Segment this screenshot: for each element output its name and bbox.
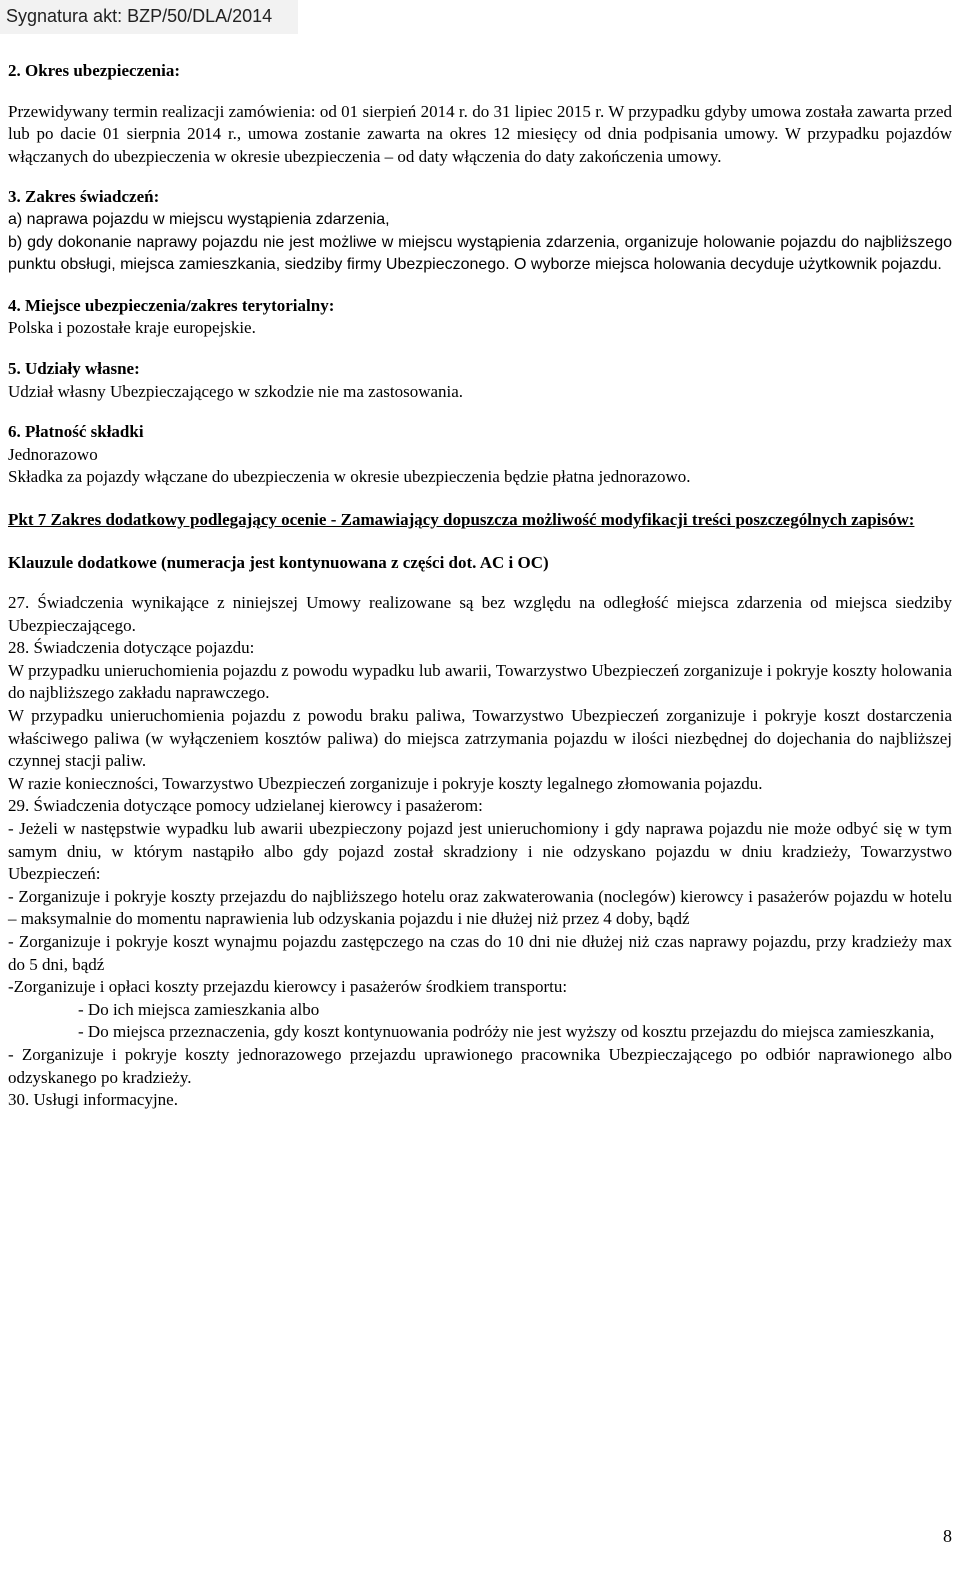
section-4-heading: 4. Miejsce ubezpieczenia/zakres terytorialny: [8, 295, 335, 315]
section-6-line-1: Jednorazowo [8, 444, 98, 464]
section-2-text-1: Przewidywany termin realizacji zamówienia: od 01 sierpień 2014 r. do 31 lipiec 2015 r. W przypadku gdyby umowa została zawarta przed lub po dacie 01 sierpnia 2014 r., umowa zostanie zawarta na okres 12 miesięcy od dnia podpisania umowy. [8, 101, 952, 144]
section-5-heading: 5. Udziały własne: [8, 358, 140, 378]
document-content [8, 60, 952, 1112]
section-6-heading: 6. Płatność składki [8, 422, 144, 442]
section-6-line-2: Składka za pojazdy włączane do ubezpieczenia w okresie ubezpieczenia będzie płatna jednorazowo. [8, 467, 691, 487]
page-number: 8 [943, 1526, 952, 1546]
clause-29-p2: - Zorganizuje i pokryje koszty przejazdu do najbliższego hotelu oraz zakwaterowania (noclegów) kierowcy i pasażerów pojazdu w hotelu – maksymalnie do momentu naprawienia lub odzyskania pojazdu i nie dłużej niż przez 4 doby, bądź [8, 886, 952, 929]
section-3-item-b [8, 232, 952, 277]
section-5-text: Udział własny Ubezpieczającego w szkodzie nie ma zastosowania. [8, 381, 464, 401]
clause-28-p3: W razie konieczności, Towarzystwo Ubezpieczeń zorganizuje i pokryje koszty legalnego złomowania pojazdu. [8, 773, 763, 793]
clause-27: 27. Świadczenia wynikające z niniejszej Umowy realizowane są bez względu na odległość miejsca zdarzenia od miejsca siedziby Ubezpieczającego. [8, 593, 952, 635]
section-2-text [8, 101, 952, 169]
clause-29-p1: - Jeżeli w następstwie wypadku lub awarii ubezpieczony pojazd jest unieruchomiony i gdy naprawa pojazdu nie może odbyć się w tym samym dniu, w którym nastąpiło albo gdy pojazd został skradziony i nie odzyskano pojazdu w dniu kradzieży, Towarzystwo Ubezpieczeń: [8, 819, 952, 884]
section-2-text-2: W przypadku pojazdów włączanych do ubezpieczenia w okresie ubezpieczenia – od daty włączenia do daty zakończenia umowy. [8, 124, 952, 166]
klauzule-heading: Klauzule dodatkowe (numeracja jest kontynuowana z części dot. AC i OC) [8, 552, 549, 572]
clause-29-title: 29. Świadczenia dotyczące pomocy udzielanej kierowcy i pasażerom: [8, 796, 483, 816]
section-3-heading: 3. Zakres świadczeń: [8, 187, 160, 207]
clause-28-title: 28. Świadczenia dotyczące pojazdu: [8, 638, 255, 658]
section-3-item-a: a) naprawa pojazdu w miejscu wystąpienia zdarzenia, [8, 210, 390, 228]
clause-28-p2: W przypadku unieruchomienia pojazdu z powodu braku paliwa, Towarzystwo Ubezpieczeń zorganizuje i pokryje koszt dostarczenia właściwego paliwa (w wyłączeniem kosztów paliwa) do miejsca zatrzymania pojazdu w ilości niezbędnej do dojechania do najbliższej czynnej stacji paliw. [8, 706, 952, 771]
document-signature-header [0, 0, 298, 34]
section-3-item-b-2: O wyborze miejsca holowania decyduje użytkownik pojazdu. [514, 256, 942, 274]
section-2-heading: 2. Okres ubezpieczenia: [8, 61, 181, 80]
clause-28-p1: W przypadku unieruchomienia pojazdu z powodu wypadku lub awarii, Towarzystwo Ubezpieczeń zorganizuje i pokryje koszty holowania do najbliższego zakładu naprawczego. [8, 660, 952, 703]
section-4-text: Polska i pozostałe kraje europejskie. [8, 318, 256, 338]
clause-29-p4: -Zorganizuje i opłaci koszty przejazdu kierowcy i pasażerów środkiem transportu: [8, 977, 568, 997]
clause-29-p5: - Zorganizuje i pokryje koszty jednorazowego przejazdu uprawionego pracownika Ubezpieczającego po odbiór naprawionego albo odzyskanego po kradzieży. [8, 1044, 952, 1087]
clause-29-p3: - Zorganizuje i pokryje koszt wynajmu pojazdu zastępczego na czas do 10 dni nie dłużej niż czas naprawy pojazdu, przy kradzieży max do 5 dni, bądź [8, 932, 952, 974]
section-3-item-b-1: b) gdy dokonanie naprawy pojazdu nie jest możliwe w miejscu wystąpienia zdarzenia, organizuje holowanie pojazdu do najbliższego punktu obsługi, miejsca zamieszkania, siedziby firmy Ubezpieczonego. [8, 233, 952, 274]
clause-30: 30. Usługi informacyjne. [8, 1090, 178, 1110]
signature-text: Sygnatura akt: BZP/50/DLA/2014 [6, 6, 273, 26]
clause-29-sub2: - Do miejsca przeznaczenia, gdy koszt kontynuowania podróży nie jest wyższy od kosztu przejazdu do miejsca zamieszkania, [78, 1022, 935, 1042]
clause-29-sub1: - Do ich miejsca zamieszkania albo [78, 999, 320, 1019]
pkt7-heading: Pkt 7 Zakres dodatkowy podlegający ocenie - Zamawiający dopuszcza możliwość modyfikacji treści poszczególnych zapisów: [8, 509, 915, 529]
